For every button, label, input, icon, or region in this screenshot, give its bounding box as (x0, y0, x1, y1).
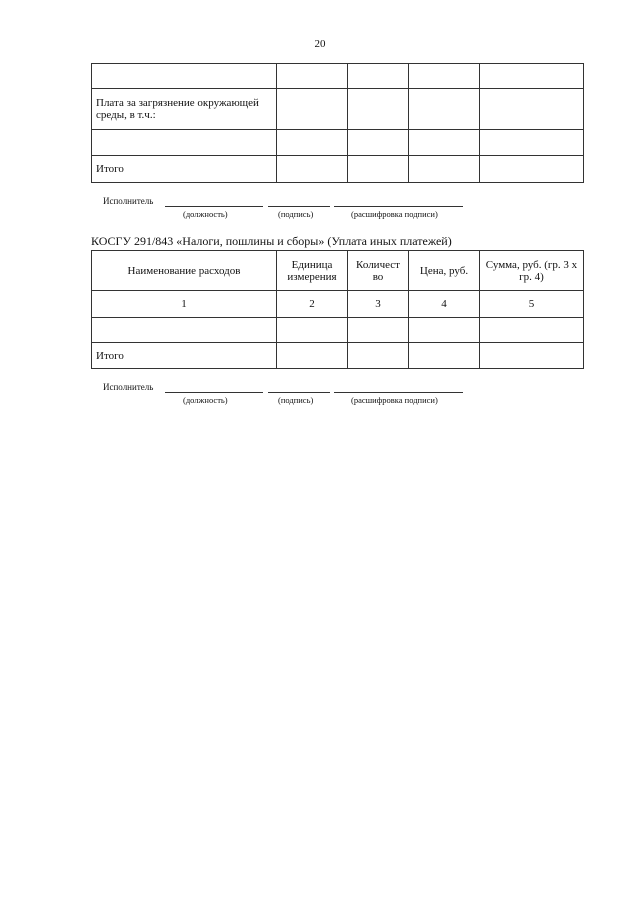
column-header: Цена, руб. (409, 251, 480, 291)
decode-caption: (расшифровка подписи) (351, 395, 438, 405)
cell-label (92, 64, 277, 89)
cell (277, 318, 348, 343)
page-number: 20 (314, 38, 326, 50)
table-row (92, 343, 584, 369)
cell (277, 130, 348, 156)
decode-line (334, 392, 463, 393)
cell (409, 156, 480, 183)
cell-label: Плата за загрязнение окружающей среды, в т.ч.: (92, 89, 277, 130)
column-header: Наименование расходов (92, 251, 277, 291)
cell (277, 64, 348, 89)
position-line (165, 206, 263, 207)
section-heading: КОСГУ 291/843 «Налоги, пошлины и сборы» (Уплата иных платежей) (91, 234, 452, 248)
cell (409, 318, 480, 343)
expense-table-1 (91, 63, 584, 183)
table-row (92, 89, 584, 130)
signature-caption: (подпись) (278, 395, 314, 405)
decode-line (334, 206, 463, 207)
cell (277, 89, 348, 130)
cell (348, 318, 409, 343)
signature-caption: (подпись) (278, 209, 314, 219)
table-row (92, 318, 584, 343)
column-header: Сумма, руб. (гр. 3 х гр. 4) (480, 251, 584, 291)
decode-caption: (расшифровка подписи) (351, 209, 438, 219)
cell (348, 156, 409, 183)
column-number: 2 (277, 291, 348, 318)
column-number: 5 (480, 291, 584, 318)
cell (409, 89, 480, 130)
column-header: Количест во (348, 251, 409, 291)
cell (409, 64, 480, 89)
cell (277, 343, 348, 369)
table-header-row (92, 251, 584, 291)
cell (348, 64, 409, 89)
cell (409, 130, 480, 156)
cell (480, 343, 584, 369)
cell (348, 130, 409, 156)
cell (348, 89, 409, 130)
cell-label: Итого (92, 156, 277, 183)
column-number: 3 (348, 291, 409, 318)
position-caption: (должность) (183, 395, 228, 405)
position-line (165, 392, 263, 393)
cell (480, 89, 584, 130)
cell (480, 156, 584, 183)
cell (348, 343, 409, 369)
table-row (92, 156, 584, 183)
column-number: 1 (92, 291, 277, 318)
cell (480, 318, 584, 343)
table-row (92, 130, 584, 156)
signature-label: Исполнитель (103, 196, 154, 206)
signature-line (268, 392, 330, 393)
expense-table-2 (91, 250, 584, 369)
cell (480, 64, 584, 89)
column-number-row (92, 291, 584, 318)
signature-line (268, 206, 330, 207)
cell (480, 130, 584, 156)
column-header: Единица измерения (277, 251, 348, 291)
cell-label (92, 130, 277, 156)
table-row (92, 64, 584, 89)
cell (277, 156, 348, 183)
position-caption: (должность) (183, 209, 228, 219)
cell-label: Итого (92, 343, 277, 369)
cell-label (92, 318, 277, 343)
signature-label: Исполнитель (103, 382, 154, 392)
column-number: 4 (409, 291, 480, 318)
cell (409, 343, 480, 369)
